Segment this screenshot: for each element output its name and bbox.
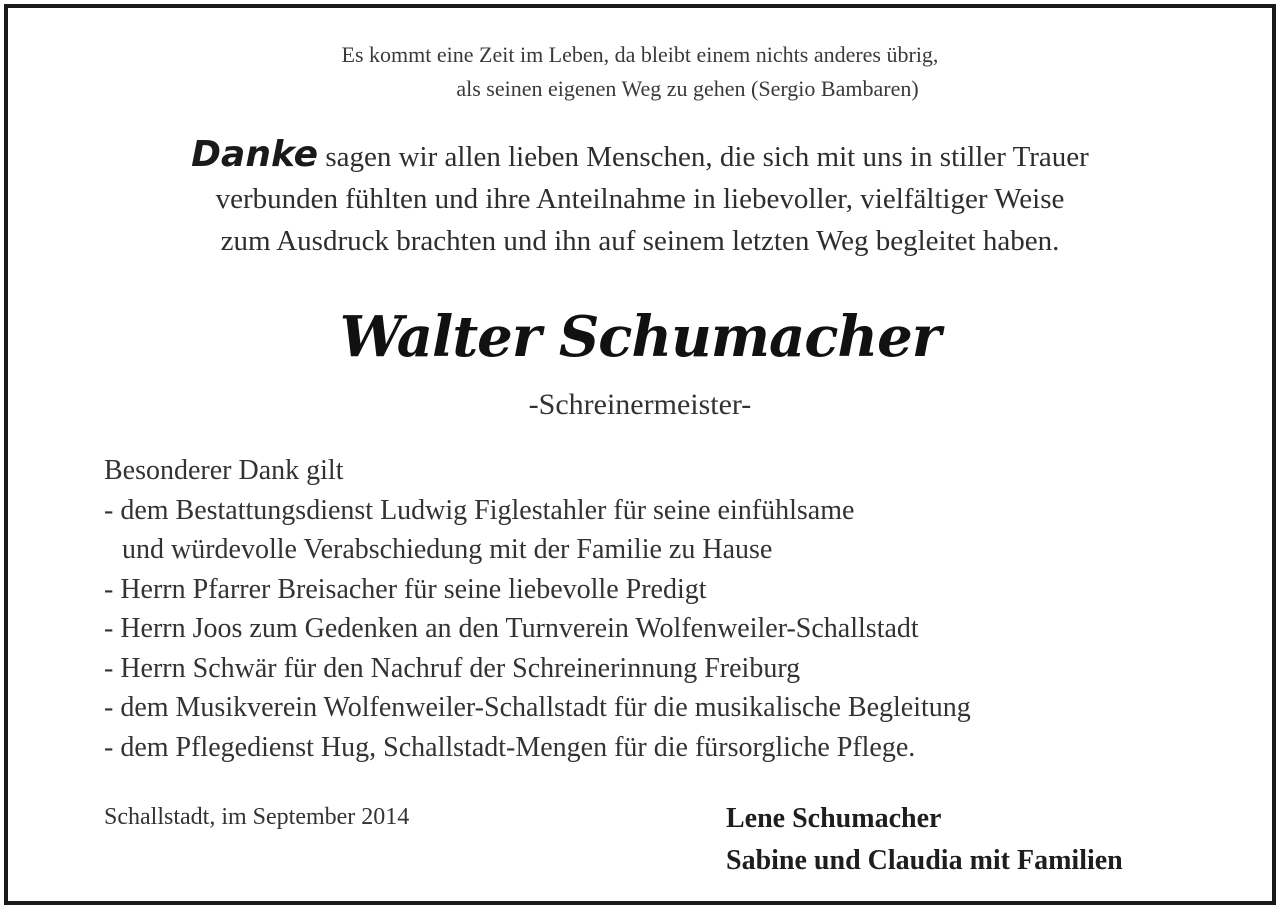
place-date: Schallstadt, im September 2014 bbox=[104, 804, 410, 830]
danke-heading: Danke bbox=[191, 134, 319, 175]
deceased-name: Walter Schumacher bbox=[339, 304, 941, 370]
special-thanks-item: - Herrn Joos zum Gedenken an den Turnverein Wolfenweiler-Schallstadt bbox=[104, 613, 919, 644]
deceased-profession: -Schreinermeister- bbox=[528, 388, 752, 421]
signer-name: Lene Schumacher bbox=[726, 803, 942, 834]
special-thanks-heading: Besonderer Dank gilt bbox=[104, 455, 344, 486]
signers bbox=[726, 798, 1123, 882]
special-thanks-item: - Herrn Pfarrer Breisacher für seine liebevolle Predigt bbox=[104, 573, 707, 605]
special-thanks-item: und würdevolle Verabschiedung mit der Familie zu Hause bbox=[122, 534, 773, 565]
special-thanks-item: - Herrn Schwär für den Nachruf der Schreinerinnung Freiburg bbox=[104, 652, 801, 684]
special-thanks bbox=[104, 451, 971, 767]
special-thanks-item: - dem Bestattungsdienst Ludwig Figlestahler für seine einfühlsame bbox=[104, 494, 855, 526]
thanks-line-3: zum Ausdruck brachten und ihn auf seinem letzten Weg begleitet haben. bbox=[220, 225, 1060, 257]
quote-line-2: als seinen eigenen Weg zu gehen (Sergio Bambaren) bbox=[456, 76, 919, 101]
quote-line-1: Es kommt eine Zeit im Leben, da bleibt einem nichts anderes übrig, bbox=[341, 42, 939, 67]
signer-name: Sabine und Claudia mit Familien bbox=[726, 845, 1123, 876]
thanks-line-1 bbox=[8, 134, 1272, 178]
thanks-paragraph bbox=[8, 134, 1272, 262]
thanks-line-2: verbunden fühlten und ihre Anteilnahme in liebevoller, vielfältiger Weise bbox=[215, 183, 1065, 215]
announcement-frame bbox=[4, 4, 1276, 905]
special-thanks-item: - dem Musikverein Wolfenweiler-Schallstadt für die musikalische Begleitung bbox=[104, 692, 971, 723]
special-thanks-item: - dem Pflegedienst Hug, Schallstadt-Mengen für die fürsorgliche Pflege. bbox=[104, 731, 916, 763]
thanks-line-1-text: sagen wir allen lieben Menschen, die sich mit uns in stiller Trauer bbox=[325, 141, 1089, 173]
quote bbox=[8, 38, 1272, 106]
